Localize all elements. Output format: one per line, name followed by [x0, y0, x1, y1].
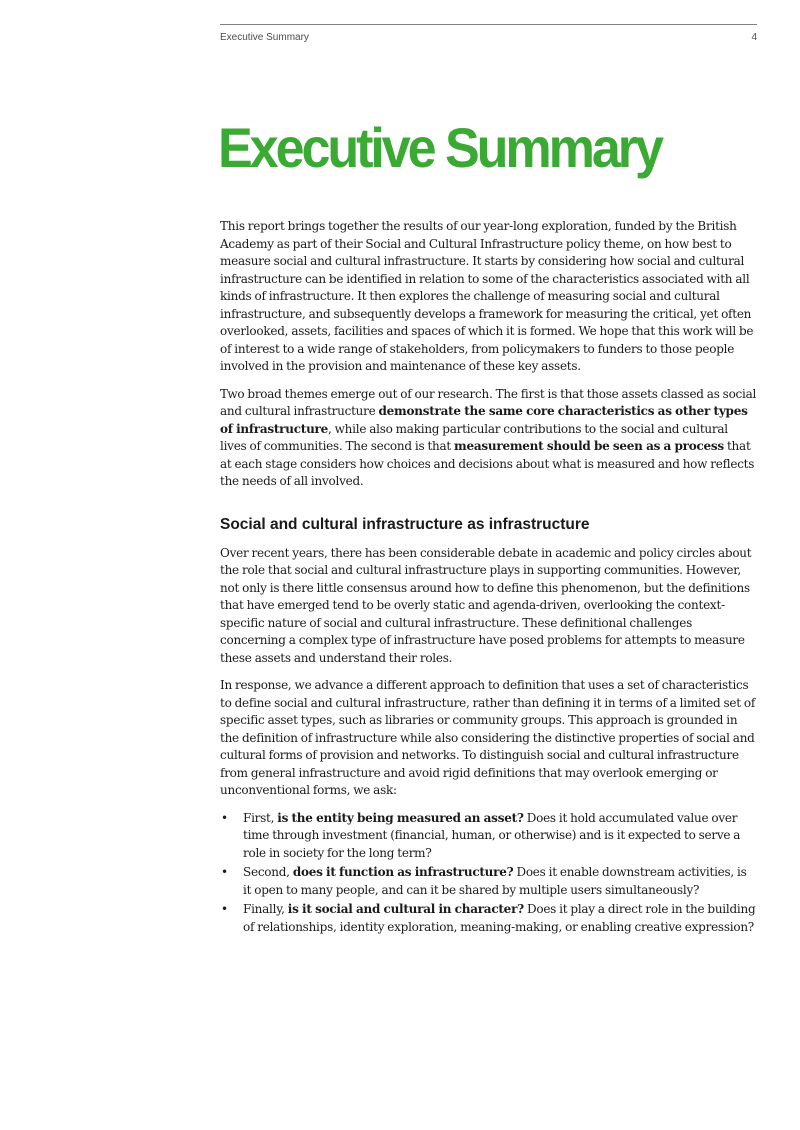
bullet-marker: • [221, 810, 228, 825]
question-list [220, 810, 757, 937]
intro-p2-bold-2: measurement should be seen as a process [454, 439, 724, 453]
bullet-marker: • [221, 865, 228, 879]
body-content [220, 218, 757, 938]
section-paragraph-1: Over recent years, there has been considerable debate in academic and policy circles about the role that social and cultural infrastructure plays in supporting communities. However, not only is there little consensus around how to define this phenomenon, but the definitions that have emerged tend to be overly static and agenda-driven, overlooking the context-specific nature of social and cultural infrastructure. These definitional challenges concerning a complex type of infrastructure have posed problems for attempts to measure these assets and understand their roles. [220, 545, 752, 665]
intro-paragraph-1: This report brings together the results of our year-long exploration, funded by the British Academy as part of their Social and Cultural Infrastructure policy theme, on how best to measure social and cultural infrastructure. It starts by considering how social and cultural infrastructure can be identified in relation to some of the characteristics associated with all kinds of infrastructure. It then explores the challenge of measuring social and cultural infrastructure, and subsequently develops a framework for measuring the critical, yet often overlooked, assets, facilities and spaces of which it is formed. We hope that this work will be of interest to a wide range of stakeholders, from policymakers to funders to those people involved in the provision and maintenance of these key assets. [220, 219, 754, 373]
page-number: 4 [751, 32, 757, 43]
question-bold: is it social and cultural in character? [287, 902, 524, 916]
intro-p2-text-2: , while also making particular contributions to the social and cultural lives of communities. The second is that [220, 421, 728, 453]
question-lead: First, [243, 810, 278, 825]
page-title: Executive Summary [218, 116, 661, 179]
section-paragraph-2: In response, we advance a different approach to definition that uses a set of characteristics to define social and cultural infrastructure, rather than defining it in terms of a limited set of specific asset types, such as libraries or community groups. This approach is grounded in the definition of infrastructure while also considering the distinctive properties of social and cultural forms of provision and networks. To distinguish social and cultural infrastructure from general infrastructure and avoid rigid definitions that may overlook emerging or unconventional forms, we ask: [220, 678, 756, 797]
question-item [220, 901, 757, 936]
running-header-title: Executive Summary [220, 32, 309, 43]
question-lead: Finally, [243, 902, 288, 916]
question-bold: is the entity being measured an asset? [277, 810, 524, 825]
intro-p2-text-3: that at each stage considers how choices and decisions about what is measured and how reflects the needs of all involved. [220, 439, 755, 488]
intro-p2-text-1: Two broad themes emerge out of our research. The first is that those assets classed as social and cultural infrastructure [220, 386, 757, 418]
question-rest: Does it play a direct role in the building of relationships, identity exploration, meaning-making, or enabling creative expression? [243, 902, 756, 934]
question-bold: does it function as infrastructure? [292, 865, 514, 879]
intro-p2-bold-1: demonstrate the same core characteristics as other types of infrastructure [220, 404, 748, 436]
question-lead: Second, [243, 865, 293, 879]
question-item [220, 864, 757, 899]
header-rule [220, 24, 757, 25]
intro-paragraph-2 [220, 386, 757, 491]
bullet-marker: • [221, 902, 228, 916]
question-item [220, 810, 757, 863]
section-heading: Social and cultural infrastructure as infrastructure [220, 515, 590, 533]
question-rest: Does it enable downstream activities, is it open to many people, and can it be shared by multiple users simultaneously? [243, 865, 747, 897]
question-rest: Does it hold accumulated value over time through investment (financial, human, or otherwise) and is it expected to serve a role in society for the long term? [243, 810, 741, 860]
